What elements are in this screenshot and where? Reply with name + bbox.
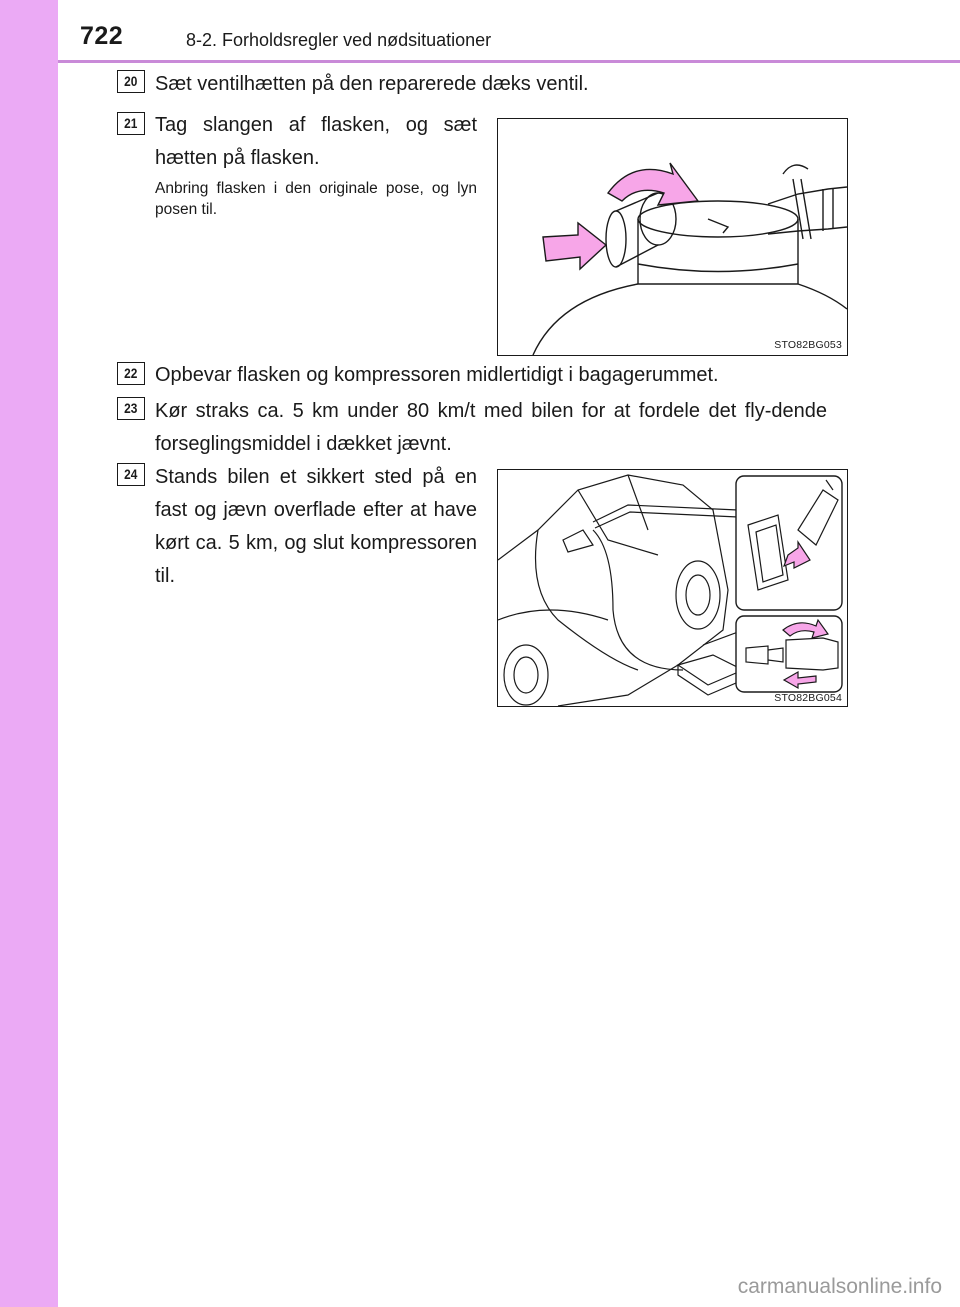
page-number: 722 xyxy=(80,22,124,50)
figure-code: STO82BG053 xyxy=(774,339,842,351)
sidebar-tab xyxy=(0,0,58,1307)
step-number: 21 xyxy=(117,112,145,135)
step-text: Opbevar flasken og kompressoren midlertidigt i bagagerummet. xyxy=(155,364,719,386)
rotate-arrow-icon xyxy=(608,163,698,205)
bottle-cap-illustration xyxy=(498,119,847,355)
step-number: 22 xyxy=(117,362,145,385)
step-number: 23 xyxy=(117,397,145,420)
inset-cap-box xyxy=(736,476,842,610)
figure-bottle-cap xyxy=(497,118,848,356)
figure-car-compressor xyxy=(497,469,848,707)
step-number: 20 xyxy=(117,70,145,93)
step-text: Stands bilen et sikkert sted på en fast og jævn overflade efter at have kørt ca. 5 km, og slut kompressoren til. xyxy=(155,466,477,587)
section-title: 8-2. Forholdsregler ved nødsituationer xyxy=(186,30,492,50)
car-compressor-illustration xyxy=(498,470,847,706)
watermark: carmanualsonline.info xyxy=(737,1275,942,1298)
step-number: 24 xyxy=(117,463,145,486)
push-arrow-icon xyxy=(543,223,606,269)
figure-code: STO82BG054 xyxy=(774,692,842,704)
step-text: Kør straks ca. 5 km under 80 km/t med bilen for at fordele det fly-dende forseglingsmiddel i dækket jævnt. xyxy=(155,400,827,455)
header-rule xyxy=(58,60,960,63)
step-text: Sæt ventilhætten på den reparerede dæks ventil. xyxy=(155,73,589,95)
step-note: Anbring flasken i den originale pose, og lyn posen til. xyxy=(155,180,477,218)
step-text: Tag slangen af flasken, og sæt hætten på flasken. xyxy=(155,114,477,169)
